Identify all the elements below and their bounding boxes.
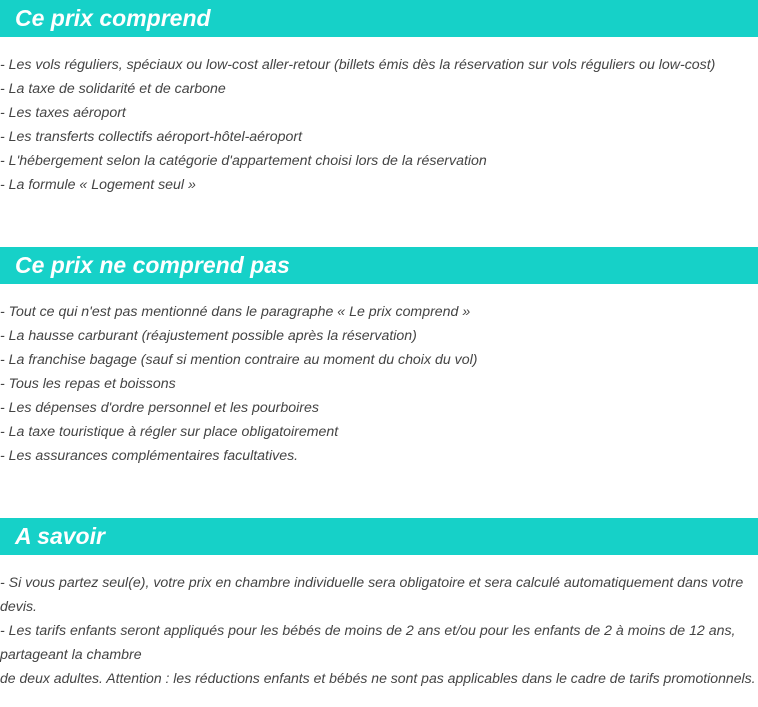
list-item: devis. xyxy=(0,599,37,615)
list-item: - Les transferts collectifs aéroport-hôtel-aéroport xyxy=(0,129,303,145)
list-item: - Les assurances complémentaires facultatives. xyxy=(0,448,299,464)
list-item: de deux adultes. Attention : les réductions enfants et bébés ne sont pas applicables dans le cadre de tarifs promotionnels. xyxy=(0,671,756,687)
list-item: - Tout ce qui n'est pas mentionné dans le paragraphe « Le prix comprend » xyxy=(0,304,471,320)
list-item: - La hausse carburant (réajustement possible après la réservation) xyxy=(0,328,417,344)
section-title: Ce prix comprend xyxy=(15,5,211,31)
section-body-not-included xyxy=(0,300,758,468)
section-header-included xyxy=(0,0,758,37)
list-item: - La formule « Logement seul » xyxy=(0,177,196,193)
section-header-not-included xyxy=(0,247,758,284)
list-item: - L'hébergement selon la catégorie d'appartement choisi lors de la réservation xyxy=(0,153,487,169)
list-item: - Tous les repas et boissons xyxy=(0,376,176,392)
list-item: - Les vols réguliers, spéciaux ou low-cost aller-retour (billets émis dès la réservation sur vols réguliers ou low-cost) xyxy=(0,57,716,73)
section-title: A savoir xyxy=(15,523,105,549)
list-item: - Les tarifs enfants seront appliqués pour les bébés de moins de 2 ans et/ou pour les enfants de 2 à moins de 12 ans, xyxy=(0,623,736,639)
list-item: partageant la chambre xyxy=(0,647,142,663)
list-item: - Les taxes aéroport xyxy=(0,105,126,121)
list-item: - La taxe de solidarité et de carbone xyxy=(0,81,226,97)
list-item: - La taxe touristique à régler sur place obligatoirement xyxy=(0,424,339,440)
section-body-included xyxy=(0,53,758,197)
section-header-good-to-know xyxy=(0,518,758,555)
section-title: Ce prix ne comprend pas xyxy=(15,252,290,278)
list-item: - Les dépenses d'ordre personnel et les pourboires xyxy=(0,400,319,416)
list-item: - Si vous partez seul(e), votre prix en chambre individuelle sera obligatoire et sera calculé automatiquement dans votre xyxy=(0,575,744,591)
list-item: - La franchise bagage (sauf si mention contraire au moment du choix du vol) xyxy=(0,352,478,368)
section-body-good-to-know xyxy=(0,571,758,691)
